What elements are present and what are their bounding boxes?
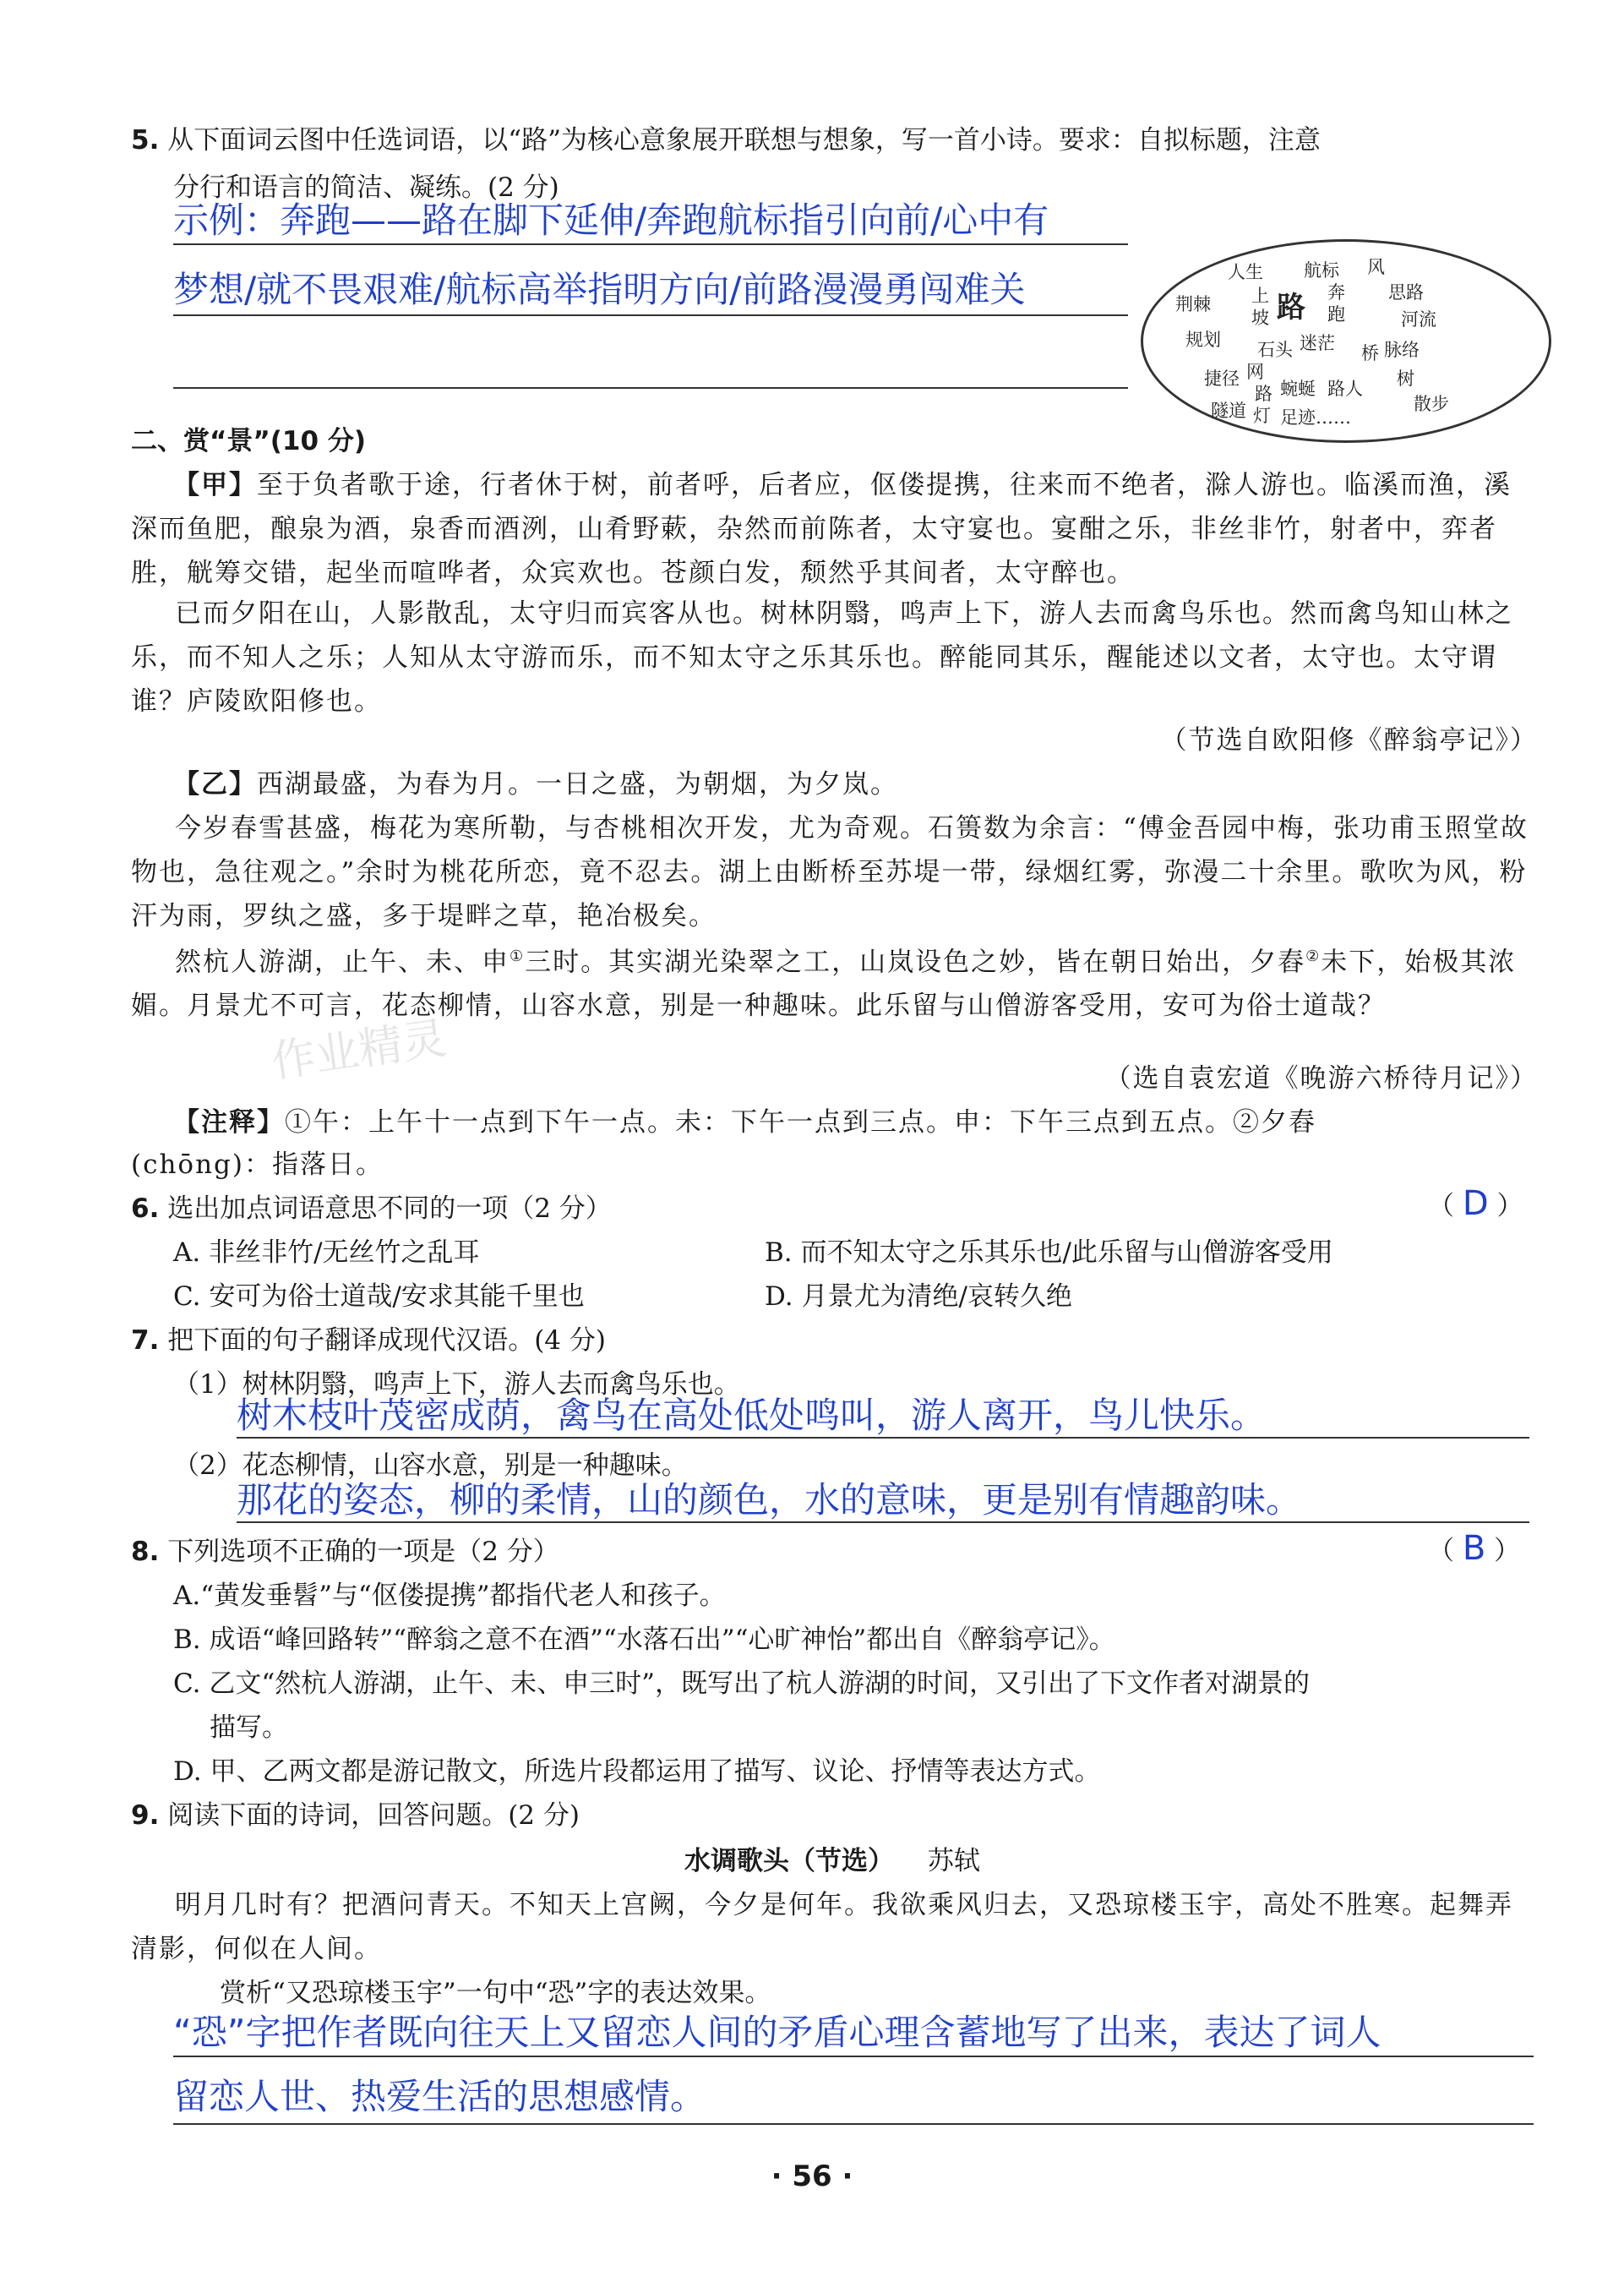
- q5-line1: 从下面词云图中任选词语，以“路”为核心意象展开联想与想象，写一首小诗。要求：自拟标题，注意: [167, 125, 1321, 156]
- footnote-ref-1: ①: [510, 947, 526, 965]
- q9-stem: [131, 1794, 580, 1837]
- passage-yi-p1-text: 西湖最盛，为春为月。一日之盛，为朝烟，为夕岚。: [257, 769, 898, 800]
- cloud-center-word: 路: [1277, 291, 1305, 325]
- q8-number: 8.: [131, 1537, 160, 1567]
- answer-line: [173, 243, 1128, 245]
- passage-jia-label: 【甲】: [173, 470, 257, 500]
- cloud-word: 迷茫: [1300, 333, 1335, 353]
- q6-stem: [131, 1187, 612, 1231]
- q7-answer-1: 树木枝叶茂密成荫，禽鸟在高处低处鸣叫，游人离开，鸟儿快乐。: [237, 1395, 1267, 1436]
- q8-option-a: A.“黄发垂髫”与“伛偻提携”都指代老人和孩子。: [173, 1581, 726, 1611]
- passage-yi-p3-b: 三时。其实湖光染翠之工，山岚设色之妙，皆在朝日始出，夕舂: [525, 947, 1306, 978]
- answer-line: [237, 1437, 1529, 1439]
- annotation: [173, 1100, 1538, 1144]
- q9-number: 9.: [131, 1800, 160, 1831]
- answer-line: [173, 314, 1128, 316]
- q6-answer: D: [1462, 1184, 1489, 1223]
- passage-yi-p3-a: 然杭人游湖，止午、未、申: [175, 947, 510, 978]
- passage-yi-p3: [131, 935, 1538, 1028]
- q7-number: 7.: [131, 1325, 160, 1356]
- q8-option-b: B. 成语“峰回路转”“醉翁之意不在酒”“水落石出”“心旷神怡”都出自《醉翁亭记》。: [173, 1624, 1115, 1655]
- cloud-word: 跑: [1327, 304, 1345, 325]
- cloud-word: 桥: [1361, 343, 1379, 363]
- cloud-word: 树: [1397, 369, 1414, 389]
- passage-yi-p3-c: 未下，始极其浓媚。月景尤不可言，花态柳情，山容水意，别是一种趣味。此乐留与山僧游客受用，安可为俗士道哉？: [131, 947, 1517, 1022]
- passage-yi-label: 【乙】: [173, 769, 257, 800]
- cloud-word: 荆棘: [1175, 294, 1211, 314]
- poem-line-2: 寒。起舞弄清影，何似在人间。: [131, 1890, 1513, 1964]
- cloud-word: 思路: [1388, 282, 1424, 303]
- poem-author: 苏轼: [927, 1846, 980, 1876]
- cloud-word: 散步: [1414, 394, 1449, 414]
- passage-jia-source: （节选自欧阳修《醉翁亭记》）: [1160, 725, 1538, 756]
- passage-yi-source: （选自袁宏道《晚游六桥待月记》）: [1104, 1063, 1538, 1094]
- q7-stem-text: 把下面的句子翻译成现代汉语。(4 分): [167, 1325, 606, 1356]
- passage-jia-p1: [131, 463, 1538, 595]
- q5-line2: 分行和语言的简洁、凝练。(2 分): [173, 172, 559, 203]
- passage-yi-p1: [131, 762, 1538, 806]
- q8-stem-text: 下列选项不正确的一项是（2 分）: [167, 1537, 559, 1567]
- cloud-word: 蜿蜒: [1280, 379, 1316, 399]
- answer-line: [173, 2123, 1534, 2125]
- watermark: 作业精灵: [268, 1013, 450, 1089]
- word-cloud: [1141, 239, 1551, 443]
- q7-answer-2: 那花的姿态，柳的柔情，山的颜色，水的意味，更是别有情趣韵味。: [237, 1479, 1302, 1521]
- q5-stem: [131, 118, 1550, 162]
- poem-title: 水调歌头（节选）: [684, 1846, 894, 1876]
- cloud-word: 路: [1255, 384, 1272, 404]
- passage-jia-p2: 已而夕阳在山，人影散乱，太守归而宾客从也。树林阴翳，鸣声上下，游人去而禽鸟乐也。然而禽鸟知山林之乐，而不知人之乐；人知从太守游而乐，而不知太守之乐其乐也。醉能同其乐，醒能述以文者，太守也。太守谓谁？庐陵欧阳修也。: [131, 598, 1513, 717]
- q8-answer: B: [1462, 1529, 1486, 1568]
- cloud-word: 人生: [1228, 262, 1263, 282]
- cloud-word: 规划: [1185, 330, 1221, 350]
- cloud-word: 河流: [1401, 309, 1436, 330]
- passage-yi-p2: 今岁春雪甚盛，梅花为寒所勒，与杏桃相次开发，尤为奇观。石篑数为余言：“傅金吾园中梅，张功甫玉照堂故物也，急往观之。”余时为桃花所恋，竟不忍去。湖上由断桥至苏堤一带，绿烟红雾，弥漫二十余里。歌吹为风，粉汗为雨，罗纨之盛，多于堤畔之草，艳冶极矣。: [131, 813, 1529, 931]
- cloud-word: 隧道: [1211, 401, 1246, 421]
- cloud-word: 奔: [1327, 282, 1345, 303]
- cloud-word: 航标: [1304, 260, 1339, 281]
- q9-answer-line1: “恐”字把作者既向往天上又留恋人间的矛盾心理含蓄地写了出来，表达了词人: [173, 2012, 1381, 2053]
- q7-stem: [131, 1319, 606, 1362]
- cloud-word: 风: [1367, 257, 1385, 277]
- q5-answer-line1: 示例：奔跑——路在脚下延伸/奔跑航标指引向前/心中有: [173, 199, 1049, 241]
- q6-stem-text: 选出加点词语意思不同的一项（2 分）: [167, 1193, 612, 1224]
- q6-option-a: A. 非丝非竹/无丝竹之乱耳: [173, 1237, 480, 1268]
- answer-line: [173, 387, 1128, 389]
- q8-option-c-line1: C. 乙文“然杭人游湖，止午、未、申三时”，既写出了杭人游湖的时间，又引出了下文作者对湖景的: [173, 1668, 1311, 1699]
- section-title: 二、赏“景”(10 分): [131, 426, 367, 456]
- footnote-ref-2: ②: [1305, 947, 1322, 965]
- cloud-word: 灯: [1253, 406, 1271, 426]
- cloud-word: 石头: [1257, 340, 1293, 360]
- poem-heading: [684, 1839, 980, 1883]
- q8-stem: [131, 1530, 559, 1574]
- cloud-word: 坡: [1251, 308, 1269, 328]
- cloud-word: 路人: [1327, 379, 1363, 399]
- q8-option-c-line2: 描写。: [210, 1712, 288, 1743]
- q9-stem-text: 阅读下面的诗词，回答问题。(2 分): [167, 1800, 580, 1831]
- passage-jia-p1-text: 至于负者歌于途，行者休于树，前者呼，后者应，伛偻提携，往来而不绝者，滁人游也。临溪而渔，溪深而鱼肥，酿泉为酒，泉香而酒洌，山肴野蔌，杂然而前陈者，太守宴也。宴酣之乐，非丝非竹，射者中，弈者胜，觥筹交错，起坐而喧哗者，众宾欢也。苍颜白发，颓然乎其间者，太守醉也。: [131, 470, 1512, 588]
- cloud-word: 上: [1251, 286, 1269, 306]
- poem-text: [131, 1883, 1538, 1971]
- q5-answer-line2: 梦想/就不畏艰难/航标高举指明方向/前路漫漫勇闯难关: [173, 269, 1026, 310]
- q6-number: 6.: [131, 1193, 160, 1224]
- q8-answer-bracket: （ B ）: [1428, 1529, 1521, 1568]
- q6-answer-bracket: （ D ）: [1428, 1184, 1523, 1223]
- page-number: · 56 ·: [771, 2160, 853, 2193]
- q6-option-b: B. 而不知太守之乐其乐也/此乐留与山僧游客受用: [765, 1237, 1333, 1268]
- q9-task: 赏析“又恐琼楼玉宇”一句中“恐”字的表达效果。: [220, 1978, 771, 2008]
- poem-line-1: 明月几时有？把酒问青天。不知天上宫阙，今夕是何年。我欲乘风归去，又恐琼楼玉宇，高处不胜: [175, 1890, 1374, 1920]
- q6-option-c: C. 安可为俗士道哉/安求其能千里也: [173, 1281, 585, 1312]
- q7-sentence-2: （2）花态柳情，山容水意，别是一种趣味。: [173, 1450, 688, 1481]
- cloud-word: 足迹……: [1280, 407, 1351, 428]
- answer-line: [173, 2056, 1534, 2057]
- annotation-text: ①午：上午十一点到下午一点。未：下午一点到三点。申：下午三点到五点。②夕舂: [285, 1107, 1316, 1138]
- answer-line: [237, 1521, 1529, 1523]
- cloud-word: 网: [1246, 362, 1264, 382]
- annotation-label: 【注释】: [173, 1107, 285, 1138]
- q9-answer-line2: 留恋人世、热爱生活的思想感情。: [173, 2076, 706, 2117]
- q8-option-d: D. 甲、乙两文都是游记散文，所选片段都运用了描写、议论、抒情等表达方式。: [173, 1756, 1101, 1787]
- q7-sentence-1: （1）树林阴翳，鸣声上下，游人去而禽鸟乐也。: [173, 1369, 740, 1400]
- cloud-word: 捷径: [1204, 369, 1240, 389]
- cloud-word: 脉络: [1384, 340, 1420, 360]
- q5-number: 5.: [131, 125, 160, 156]
- annotation-text-2: (chōng)：指落日。: [131, 1149, 384, 1180]
- q6-option-d: D. 月景尤为清绝/哀转久绝: [765, 1281, 1072, 1312]
